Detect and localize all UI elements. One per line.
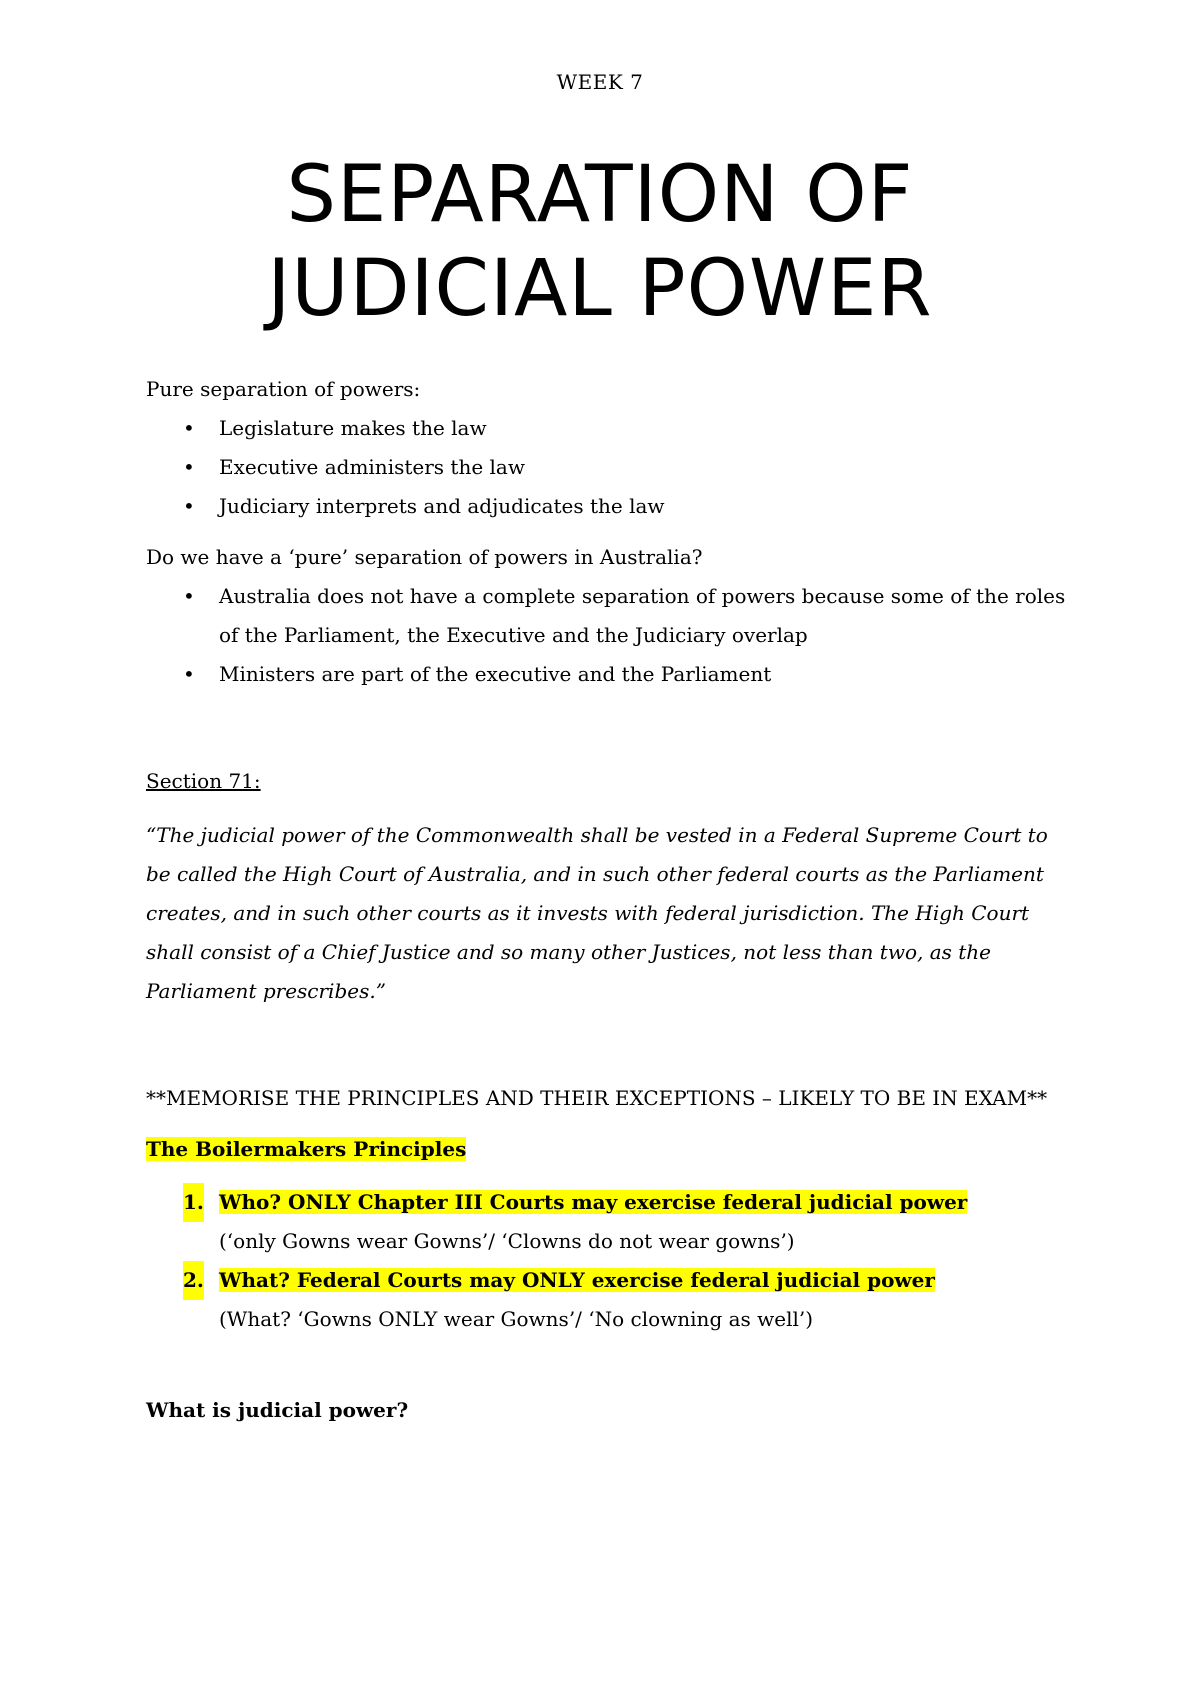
list-item	[146, 448, 1066, 487]
principle-number: 2.	[183, 1261, 204, 1300]
principle-title: Who? ONLY Chapter III Courts may exercise federal judicial power	[219, 1190, 968, 1214]
principle-title: What? Federal Courts may ONLY exercise federal judicial power	[219, 1268, 935, 1292]
list-item-text: Judiciary interprets and adjudicates the law	[219, 494, 665, 518]
list-item	[146, 1261, 1066, 1339]
title-line-2: JUDICIAL POWER	[267, 244, 933, 334]
title-line-1: SEPARATION OF	[286, 150, 914, 240]
principle-note: (‘only Gowns wear Gowns’/ ‘Clowns do not wear gowns’)	[219, 1229, 795, 1253]
pure-separation-intro: Pure separation of powers:	[146, 377, 421, 401]
list-item	[146, 1183, 1066, 1261]
memorise-note: **MEMORISE THE PRINCIPLES AND THEIR EXCEPTIONS – LIKELY TO BE IN EXAM**	[146, 1086, 1048, 1110]
list-item-text: Legislature makes the law	[219, 416, 487, 440]
document-body	[146, 370, 1066, 1430]
pure-separation-list	[146, 409, 1066, 526]
list-item	[146, 487, 1066, 526]
boilermakers-heading	[146, 1130, 1066, 1169]
principle-note: (What? ‘Gowns ONLY wear Gowns’/ ‘No clowning as well’)	[219, 1307, 814, 1331]
section-71-quote: “The judicial power of the Commonwealth shall be vested in a Federal Supreme Court to be called the High Court of Australia, and in such other federal courts as the Parliament creates, and in such other courts as it invests with federal jurisdiction. The High Court shall consist of a Chief Justice and so many other Justices, not less than two, as the Parliament prescribes.”	[146, 823, 1048, 1003]
list-item	[146, 655, 1066, 694]
boilermakers-heading-text: The Boilermakers Principles	[146, 1137, 467, 1161]
australia-question: Do we have a ‘pure’ separation of powers in Australia?	[146, 545, 703, 569]
bullet-icon: •	[183, 662, 195, 686]
australia-list	[146, 577, 1066, 694]
list-item	[146, 409, 1066, 448]
bullet-icon: •	[183, 584, 195, 608]
page-title	[0, 148, 1200, 336]
section-71-heading-text: Section 71:	[146, 769, 261, 793]
bullet-icon: •	[183, 494, 195, 518]
principle-number: 1.	[183, 1183, 204, 1222]
judicial-power-question: What is judicial power?	[146, 1398, 409, 1422]
list-item-text: Executive administers the law	[219, 455, 525, 479]
list-item	[146, 577, 1066, 655]
list-item-text: Ministers are part of the executive and the Parliament	[219, 662, 772, 686]
bullet-icon: •	[183, 455, 195, 479]
boilermakers-list	[146, 1183, 1066, 1339]
bullet-icon: •	[183, 416, 195, 440]
list-item-text: Australia does not have a complete separation of powers because some of the roles of the Parliament, the Executive and the Judiciary overlap	[219, 584, 1066, 647]
section-71-heading	[146, 762, 1066, 801]
week-label: WEEK 7	[556, 70, 644, 94]
